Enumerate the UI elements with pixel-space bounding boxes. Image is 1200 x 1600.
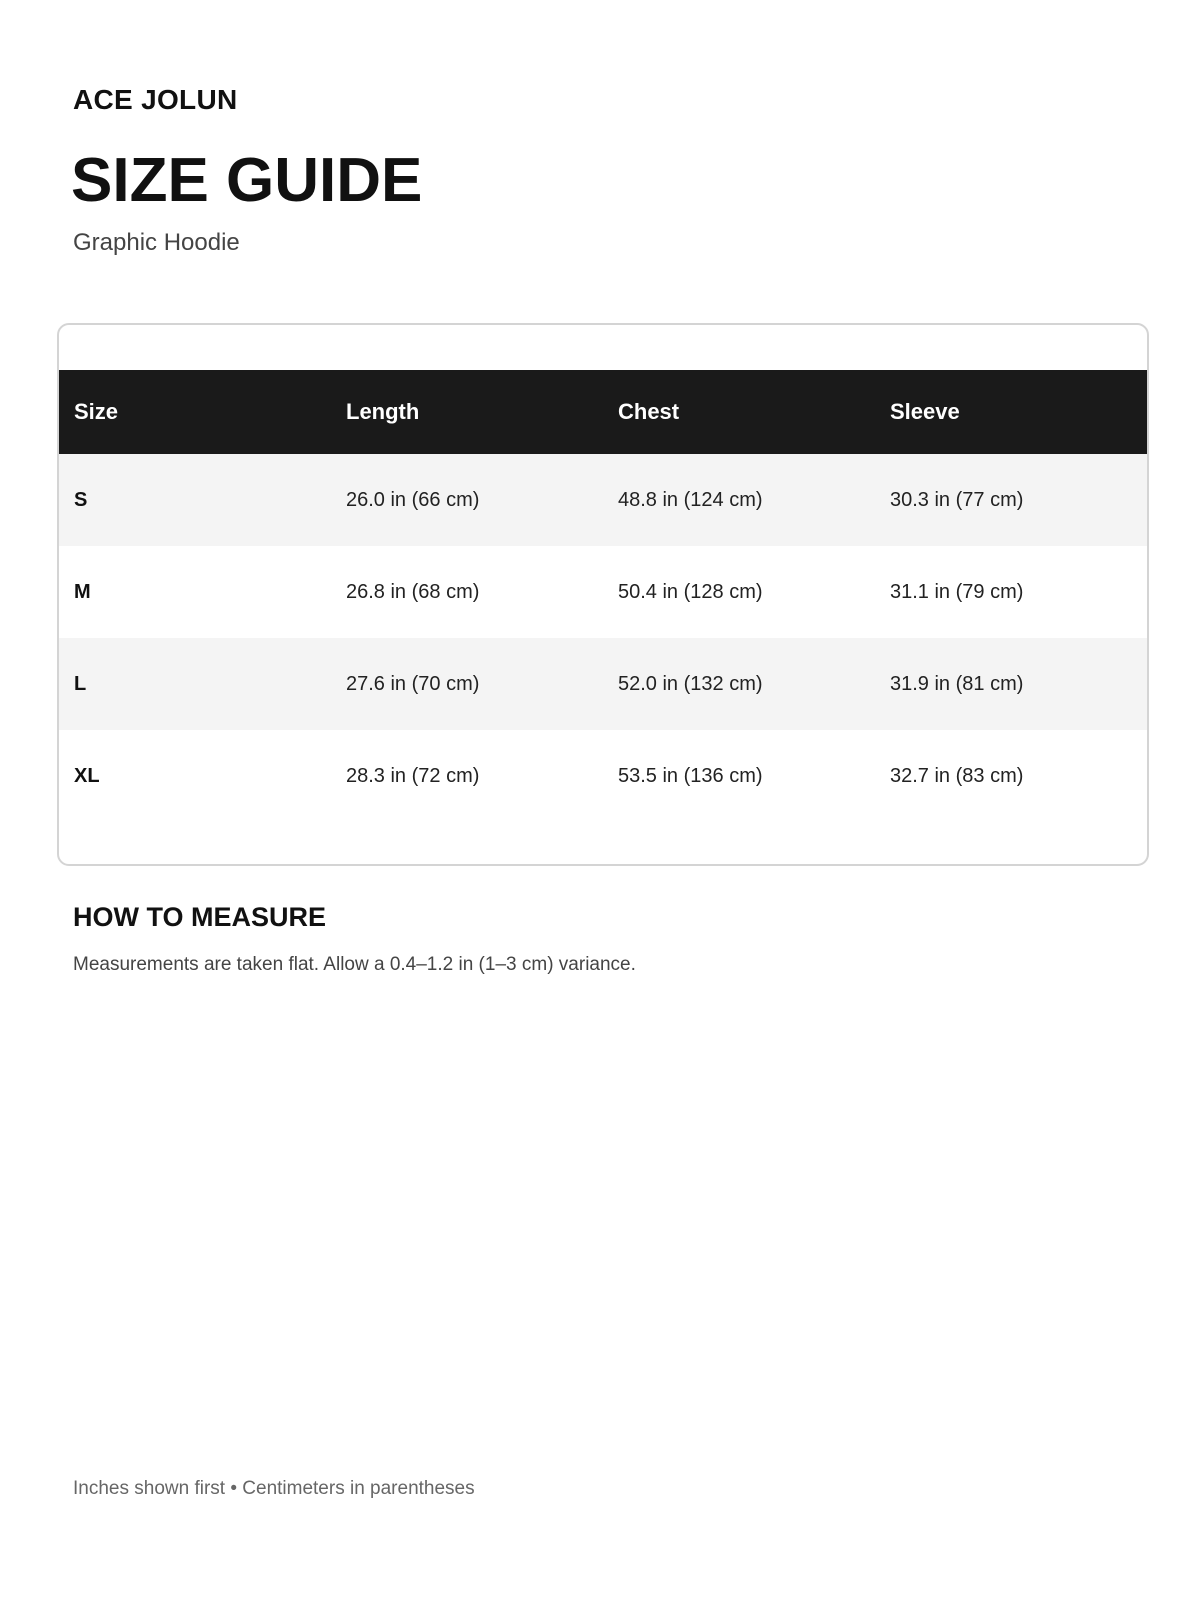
measurement-note: Measurements are taken flat. Allow a 0.4–1.2 in (1–3 cm) variance. [73, 954, 636, 975]
table-header-row [59, 370, 1147, 454]
units-footnote: Inches shown first • Centimeters in parentheses [73, 1478, 475, 1499]
how-to-measure-heading: HOW TO MEASURE [73, 902, 327, 932]
column-header-sleeve: Sleeve [890, 399, 960, 424]
column-header-chest: Chest [618, 399, 680, 424]
table-row [59, 638, 1147, 730]
sleeve-cell: 30.3 in (77 cm) [890, 488, 1024, 511]
column-header-size: Size [74, 399, 119, 424]
chest-cell: 50.4 in (128 cm) [618, 580, 763, 603]
chest-cell: 48.8 in (124 cm) [618, 488, 763, 511]
sleeve-cell: 31.9 in (81 cm) [890, 672, 1024, 695]
product-subtitle: Graphic Hoodie [73, 229, 240, 256]
size-cell: S [74, 488, 88, 511]
column-header-length: Length [346, 399, 420, 424]
brand-name: ACE JOLUN [73, 84, 238, 115]
table-row [59, 730, 1147, 822]
length-cell: 26.0 in (66 cm) [346, 488, 480, 511]
length-cell: 28.3 in (72 cm) [346, 764, 480, 787]
page-title: SIZE GUIDE [71, 146, 423, 215]
size-cell: M [74, 580, 91, 603]
table-row [59, 546, 1147, 638]
chest-cell: 52.0 in (132 cm) [618, 672, 763, 695]
size-cell: L [74, 672, 87, 695]
size-table [59, 370, 1147, 822]
size-cell: XL [74, 764, 100, 787]
length-cell: 26.8 in (68 cm) [346, 580, 480, 603]
sleeve-cell: 32.7 in (83 cm) [890, 764, 1024, 787]
chest-cell: 53.5 in (136 cm) [618, 764, 763, 787]
size-table-card [57, 323, 1149, 866]
length-cell: 27.6 in (70 cm) [346, 672, 480, 695]
sleeve-cell: 31.1 in (79 cm) [890, 580, 1024, 603]
table-row [59, 454, 1147, 546]
